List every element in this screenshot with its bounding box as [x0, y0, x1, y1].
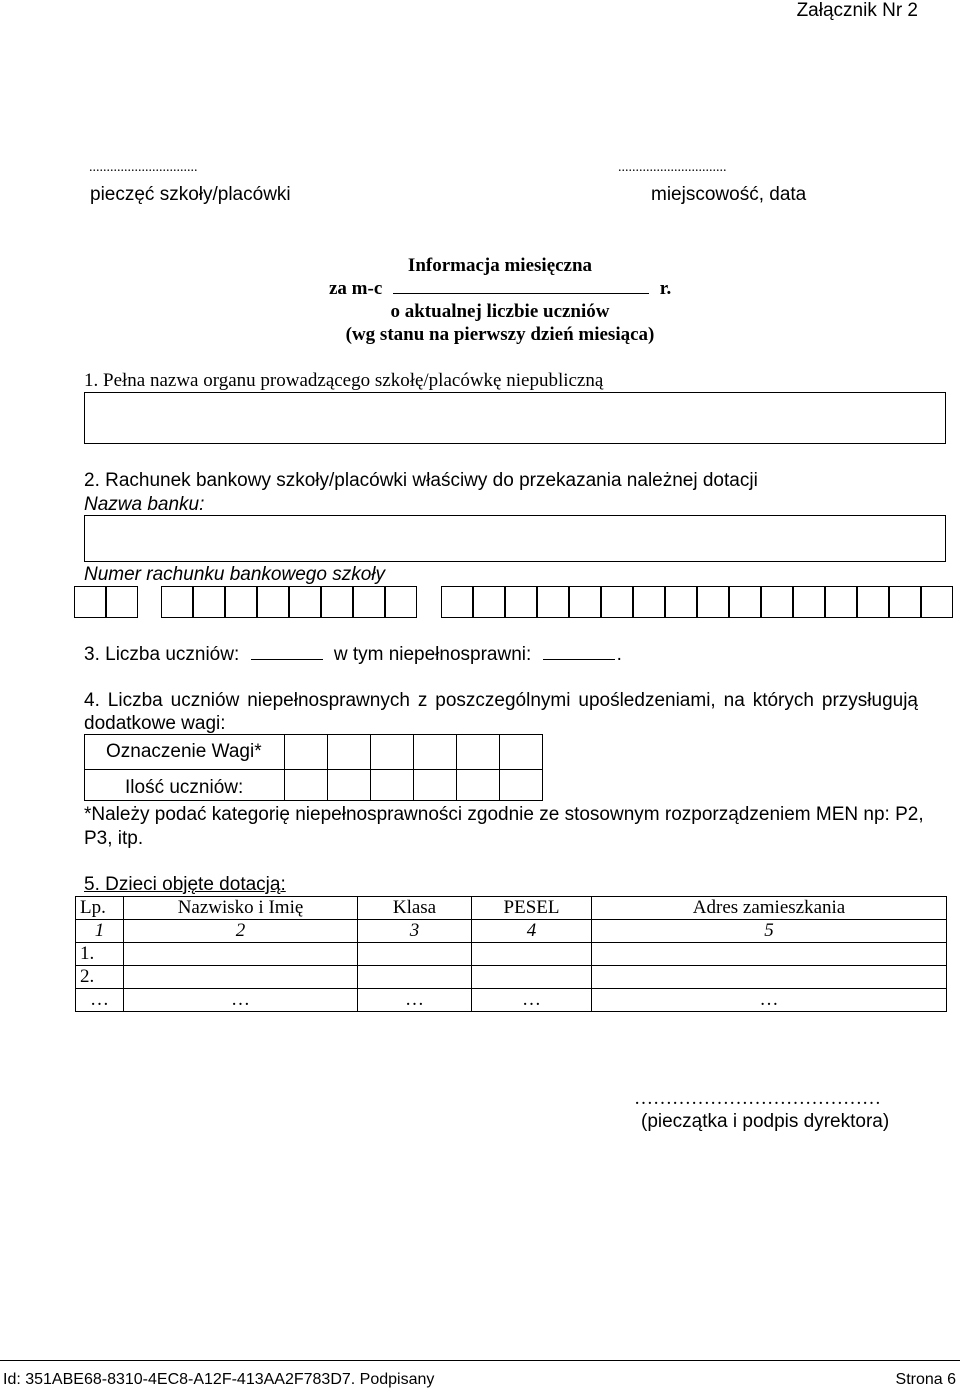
cell-class: … [358, 989, 472, 1012]
bank-name-label: Nazwa banku: [84, 494, 205, 515]
account-digit-cell[interactable] [697, 586, 729, 618]
weight-cell[interactable] [370, 769, 414, 801]
cell-address[interactable] [592, 943, 947, 966]
weight-cell[interactable] [327, 769, 371, 801]
cell-name[interactable] [124, 966, 358, 989]
footnote-line2: P3, itp. [84, 828, 144, 849]
weight-cell[interactable] [413, 734, 457, 770]
section5-label: 5. Dzieci objęte dotacją: [84, 874, 286, 895]
account-digit-cell[interactable] [441, 586, 473, 618]
col-number: 3 [358, 920, 472, 943]
weight-cell[interactable] [327, 734, 371, 770]
account-digit-cell[interactable] [921, 586, 953, 618]
account-digit-cell[interactable] [257, 586, 289, 618]
student-count-row-label: Ilość uczniów: [125, 777, 244, 798]
title-line3: o aktualnej liczbie uczniów [390, 301, 610, 322]
col-number: 1 [76, 920, 124, 943]
stamp-label: pieczęć szkoły/placówki [90, 184, 291, 205]
table-header-row [76, 897, 947, 920]
weight-cell[interactable] [413, 769, 457, 801]
account-digit-cell[interactable] [74, 586, 106, 618]
disabled-count-blank[interactable] [543, 645, 615, 660]
col-class: Klasa [358, 897, 472, 920]
table-row [76, 966, 947, 989]
month-blank[interactable] [393, 279, 649, 294]
disabled-count-label: w tym niepełnosprawni: [333, 644, 532, 665]
title-line1: Informacja miesięczna [407, 255, 593, 276]
col-name: Nazwisko i Imię [124, 897, 358, 920]
cell-pesel[interactable] [472, 966, 592, 989]
year-suffix: r. [659, 278, 672, 299]
cell-pesel: … [472, 989, 592, 1012]
account-digit-cell[interactable] [473, 586, 505, 618]
weight-cell[interactable] [284, 769, 328, 801]
signature-label: (pieczątka i podpis dyrektora) [641, 1111, 890, 1132]
section1-label: 1. Pełna nazwa organu prowadzącego szkołę/placówkę niepubliczną [84, 370, 604, 391]
col-lp: Lp. [76, 897, 124, 920]
cell-lp: 2. [76, 966, 124, 989]
account-digit-cell[interactable] [601, 586, 633, 618]
cell-lp: 1. [76, 943, 124, 966]
place-date-dots: ............................... [618, 160, 727, 175]
weight-cell[interactable] [499, 769, 543, 801]
account-digit-cell[interactable] [761, 586, 793, 618]
organ-name-field[interactable] [84, 392, 946, 444]
account-digit-cell[interactable] [106, 586, 138, 618]
cell-class[interactable] [358, 943, 472, 966]
table-number-row [76, 920, 947, 943]
annex-label: Załącznik Nr 2 [796, 0, 918, 21]
signature-dots: ………………………………… [634, 1088, 881, 1109]
col-number: 2 [124, 920, 358, 943]
col-number: 4 [472, 920, 592, 943]
bank-name-field[interactable] [84, 515, 946, 562]
za-mc-label: za m-c [329, 278, 383, 299]
col-number: 5 [592, 920, 947, 943]
account-digit-cell[interactable] [537, 586, 569, 618]
footer-id: Id: 351ABE68-8310-4EC8-A12F-413AA2F783D7. Podpisany [3, 1371, 435, 1388]
account-digit-cell[interactable] [857, 586, 889, 618]
account-digit-cell[interactable] [633, 586, 665, 618]
stamp-dots: ............................... [89, 160, 198, 175]
table-row [76, 943, 947, 966]
account-digit-cell[interactable] [225, 586, 257, 618]
cell-pesel[interactable] [472, 943, 592, 966]
col-address: Adres zamieszkania [592, 897, 947, 920]
cell-lp: … [76, 989, 124, 1012]
account-digit-cell[interactable] [321, 586, 353, 618]
account-digit-cell[interactable] [385, 586, 417, 618]
weight-cell[interactable] [499, 734, 543, 770]
cell-class[interactable] [358, 966, 472, 989]
weight-cell[interactable] [456, 769, 500, 801]
footer-page-number: Strona 6 [895, 1371, 956, 1388]
account-number-label: Numer rachunku bankowego szkoły [84, 564, 385, 585]
account-digit-cell[interactable] [793, 586, 825, 618]
weight-designation-label: Oznaczenie Wagi* [106, 741, 262, 762]
col-pesel: PESEL [472, 897, 592, 920]
account-digit-cell[interactable] [729, 586, 761, 618]
footnote-line1: *Należy podać kategorię niepełnosprawności zgodnie ze stosownym rozporządzeniem MEN np: P2, [84, 804, 924, 825]
account-digit-cell[interactable] [289, 586, 321, 618]
place-date-label: miejscowość, data [651, 184, 807, 205]
section4-label-line2: dodatkowe wagi: [84, 713, 226, 734]
cell-address[interactable] [592, 966, 947, 989]
account-digit-cell[interactable] [353, 586, 385, 618]
cell-name[interactable] [124, 943, 358, 966]
title-line2 [329, 278, 671, 300]
cell-address: … [592, 989, 947, 1012]
account-digit-cell[interactable] [665, 586, 697, 618]
section3-period: . [616, 644, 622, 665]
weight-cell[interactable] [284, 734, 328, 770]
cell-name: … [124, 989, 358, 1012]
account-digit-cell[interactable] [825, 586, 857, 618]
section4-label-line1: 4. Liczba uczniów niepełnosprawnych z poszczególnymi upośledzeniami, na których przysługują [84, 690, 918, 711]
student-count-blank[interactable] [251, 645, 323, 660]
section3-line [84, 644, 622, 666]
account-digit-cell[interactable] [889, 586, 921, 618]
student-count-label: 3. Liczba uczniów: [84, 644, 240, 665]
account-digit-cell[interactable] [193, 586, 225, 618]
children-table [75, 896, 947, 1012]
title-line4: (wg stanu na pierwszy dzień miesiąca) [345, 324, 655, 345]
weight-cell[interactable] [456, 734, 500, 770]
account-digit-cell[interactable] [161, 586, 193, 618]
account-digit-cell[interactable] [569, 586, 601, 618]
section2-label: 2. Rachunek bankowy szkoły/placówki właściwy do przekazania należnej dotacji [84, 470, 758, 491]
table-row [76, 989, 947, 1012]
account-digit-cell[interactable] [505, 586, 537, 618]
footer-divider [0, 1360, 960, 1361]
weight-cell[interactable] [370, 734, 414, 770]
